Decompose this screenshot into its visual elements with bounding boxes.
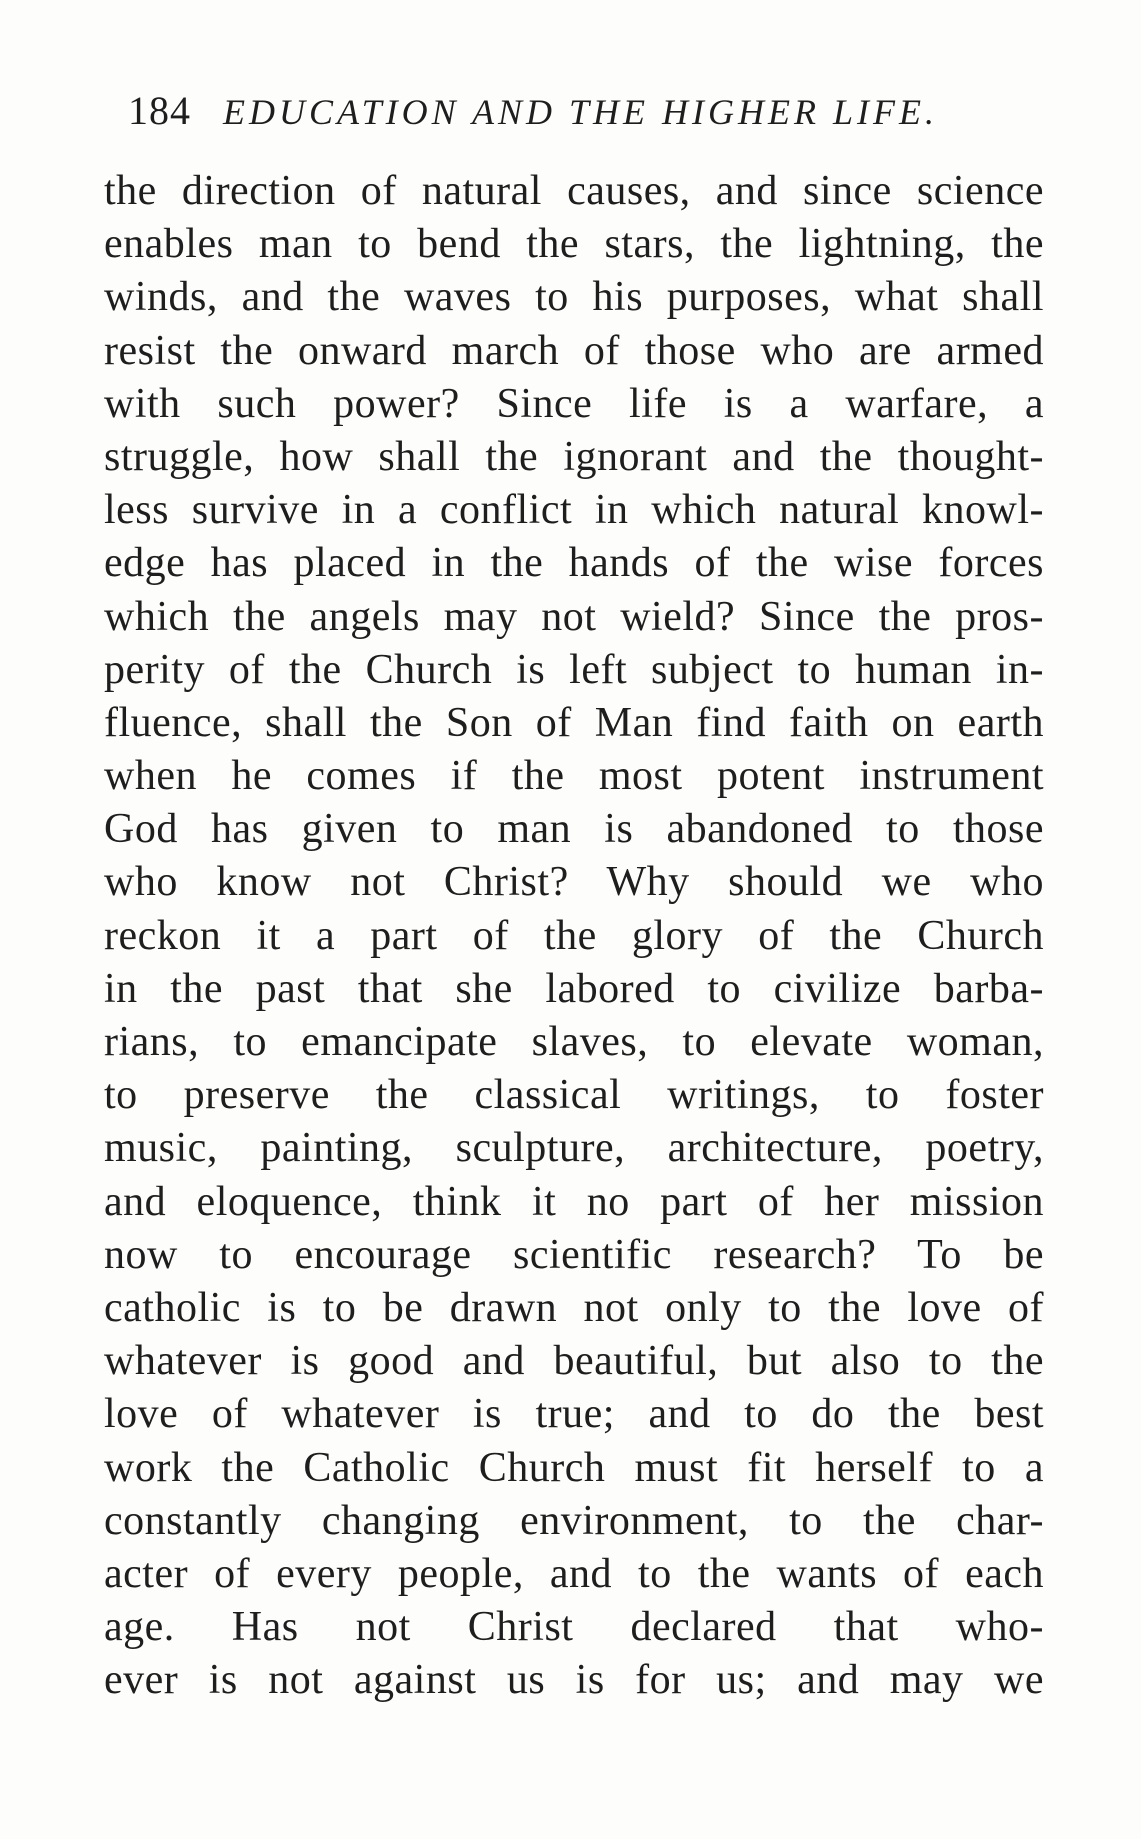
text-line: the direction of natural causes, and since science	[104, 168, 1044, 214]
text-line: acter of every people, and to the wants of each	[104, 1550, 1044, 1597]
text-line: edge has placed in the hands of the wise forces	[104, 540, 1044, 587]
text-line: music, painting, sculpture, architecture, poetry,	[104, 1125, 1044, 1172]
page-number: 184	[128, 88, 191, 133]
text-line: in the past that she labored to civilize barba-	[104, 965, 1044, 1012]
text-line: fluence, shall the Son of Man find faith on earth	[104, 699, 1044, 746]
text-line: which the angels may not wield? Since the pros-	[104, 593, 1044, 640]
text-line: resist the onward march of those who are armed	[104, 327, 1044, 374]
text-line: to preserve the classical writings, to foster	[104, 1072, 1044, 1119]
text-line: whatever is good and beautiful, but also to the	[104, 1338, 1044, 1385]
running-title: EDUCATION AND THE HIGHER LIFE.	[223, 92, 938, 132]
running-head	[128, 86, 1008, 136]
text-line: ever is not against us is for us; and may we	[104, 1657, 1044, 1704]
text-line: reckon it a part of the glory of the Church	[104, 912, 1044, 959]
text-line: less survive in a conflict in which natural knowl-	[104, 487, 1044, 534]
text-line: perity of the Church is left subject to human in-	[104, 646, 1044, 693]
text-line: who know not Christ? Why should we who	[104, 859, 1044, 906]
text-line: when he comes if the most potent instrument	[104, 753, 1044, 800]
text-line: enables man to bend the stars, the lightning, the	[104, 221, 1044, 268]
text-line: work the Catholic Church must fit herself to a	[104, 1444, 1044, 1491]
text-line: with such power? Since life is a warfare, a	[104, 380, 1044, 427]
text-line: struggle, how shall the ignorant and the thought-	[104, 433, 1044, 480]
text-line: God has given to man is abandoned to those	[104, 806, 1044, 853]
text-line: love of whatever is true; and to do the best	[104, 1391, 1044, 1438]
text-line: and eloquence, think it no part of her mission	[104, 1178, 1044, 1225]
text-line: catholic is to be drawn not only to the love of	[104, 1284, 1044, 1331]
text-line: age. Has not Christ declared that who-	[104, 1604, 1044, 1651]
text-line: constantly changing environment, to the char-	[104, 1497, 1044, 1544]
text-line: rians, to emancipate slaves, to elevate woman,	[104, 1019, 1044, 1065]
text-line: winds, and the waves to his purposes, what shall	[104, 274, 1044, 321]
text-line: now to encourage scientific research? To be	[104, 1231, 1044, 1278]
body-text	[104, 165, 1044, 1707]
